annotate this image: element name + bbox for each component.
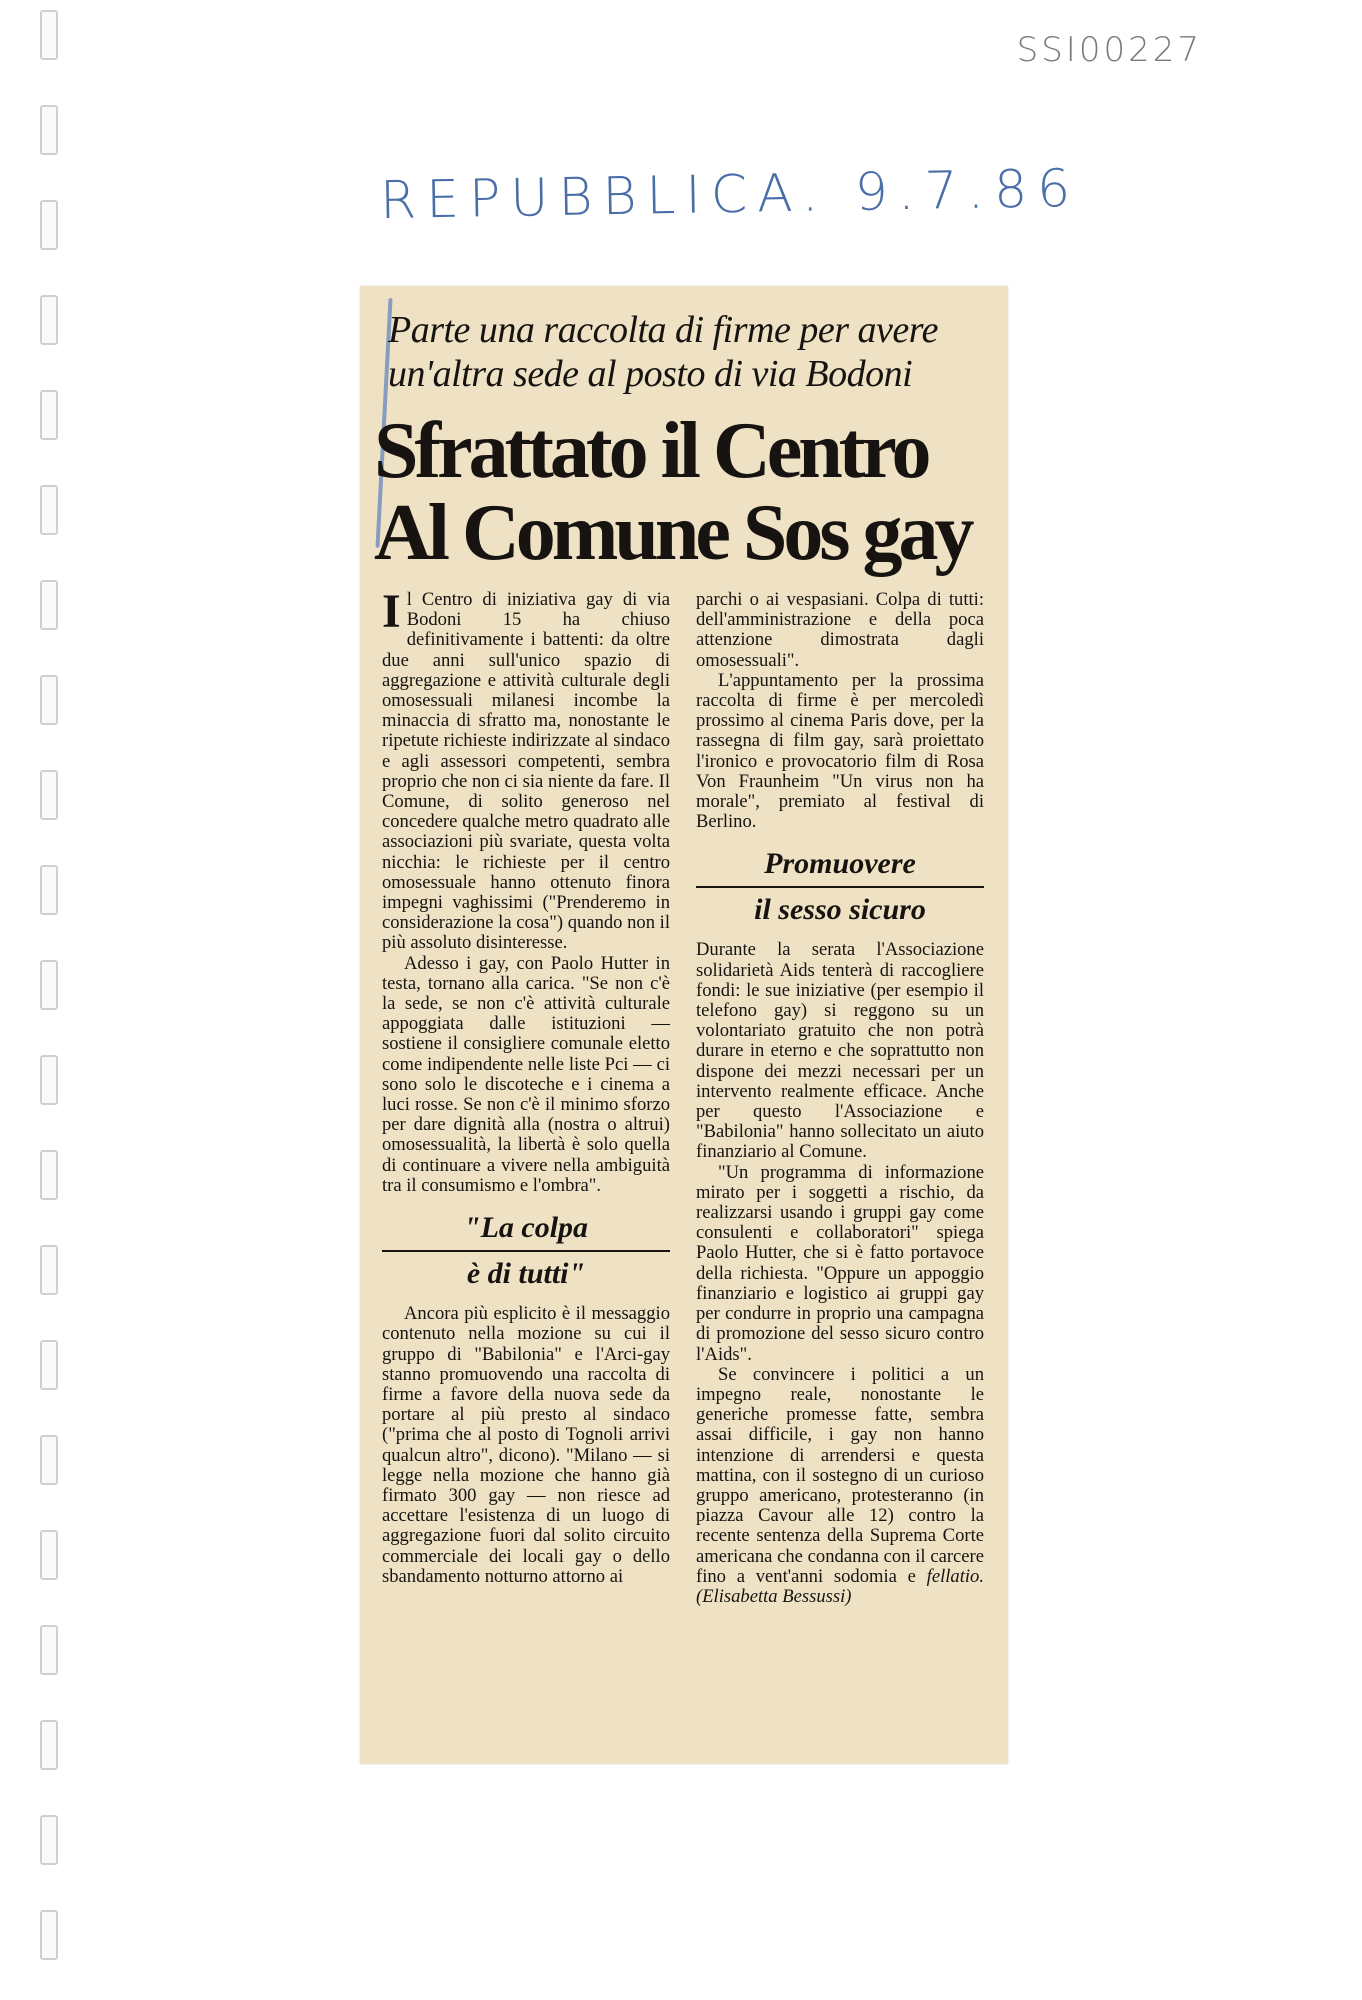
headline-line: Al Comune Sos gay bbox=[374, 489, 971, 577]
binder-hole bbox=[40, 1910, 58, 1960]
article-headline bbox=[374, 407, 1004, 577]
paragraph: "Un programma di informazione mirato per i soggetti a rischio, da realizzarsi usando i gruppi gay come consulenti e collaboratori" spiega Paolo Hutter, che si è fatto portavoce della richiesta. "Oppure un appoggio finanziario e logistico ai gruppi gay per condurre in proprio una campagna di promozione del sesso sicuro contro l'Aids". bbox=[696, 1161, 984, 1365]
binder-hole bbox=[40, 105, 58, 155]
subheading-rule bbox=[696, 886, 984, 888]
binder-hole bbox=[40, 1720, 58, 1770]
binder-hole bbox=[40, 1815, 58, 1865]
headline-line: Sfrattato il Centro bbox=[374, 407, 928, 495]
binder-hole bbox=[40, 770, 58, 820]
paragraph: Ancora più esplicito è il messaggio contenuto nella mozione su cui il gruppo di "Babilonia" e l'Arci-gay stanno promuovendo una raccolta di firme a favore della nuova sede da portare al più presto al sindaco ("prima che al posto di Tognoli arrivi qualcun altro", dicono). "Milano — si legge nella mozione che hanno già firmato 300 gay — non riesce ad accettare l'esistenza di un luogo di aggregazione fuori dal solito circuito commerciale dei locali gay o dello sbandamento notturno attorno ai bbox=[382, 1303, 670, 1587]
binder-hole bbox=[40, 1150, 58, 1200]
drop-cap: I bbox=[382, 585, 401, 638]
paragraph: Durante la serata l'Associazione solidarietà Aids tenterà di raccogliere fondi: le sue iniziative (per esempio il telefono gay) si reggono su un volontariato gratuito che non potrà durare in eterno e che soprattutto non dispone dei mezzi necessari per un intervento realmente efficace. Anche per questo l'Associazione e "Babilonia" hanno sollecitato un aiuto finanziario al Comune. bbox=[696, 939, 984, 1163]
paragraph: L'appuntamento per la prossima raccolta di firme è per mercoledì prossimo al cinema Paris dove, per la rassegna di film gay, sarà proiettato l'ironico e provocatorio film di Rosa Von Fraunheim "Un virus non ha morale", premiato al festival di Berlino. bbox=[696, 669, 984, 833]
binder-hole bbox=[40, 390, 58, 440]
binder-holes bbox=[40, 10, 60, 1990]
subheading-line: "La colpa bbox=[463, 1211, 589, 1245]
binder-hole bbox=[40, 580, 58, 630]
paragraph bbox=[382, 585, 670, 954]
italic-term: fellatio. bbox=[926, 1565, 984, 1587]
binder-hole bbox=[40, 1245, 58, 1295]
subheading-line: Promuovere bbox=[764, 847, 916, 881]
paragraph: Adesso i gay, con Paolo Hutter in testa, tornano alla carica. "Se non c'è la sede, se non c'è attività culturale appoggiata dalle istituzioni — sostiene il consigliere comunale eletto come indipendente nelle liste Pci — ci sono solo le discoteche e i cinema a luci rosse. Se non c'è il minimo sforzo per dare dignità alla (nostra o altrui) omosessualità, la libertà è solo quella di continuare a vivere nella ambiguità tra il consumismo e l'ombra". bbox=[382, 952, 670, 1196]
binder-hole bbox=[40, 295, 58, 345]
subheading-line: il sesso sicuro bbox=[754, 893, 926, 927]
binder-hole bbox=[40, 675, 58, 725]
handwritten-source-note: REPUBBLICA. 9.7.86 bbox=[379, 158, 1081, 232]
binder-hole bbox=[40, 960, 58, 1010]
paragraph: parchi o ai vespasiani. Colpa di tutti: dell'amministrazione e della poca attenzione dimostrata dagli omosessuali". bbox=[696, 589, 984, 671]
article-kicker: Parte una raccolta di firme per avere un'altra sede al posto di via Bodoni bbox=[388, 309, 938, 395]
newspaper-clipping bbox=[360, 286, 1008, 1764]
subheading bbox=[382, 1210, 670, 1292]
subheading-line: è di tutti" bbox=[466, 1257, 586, 1291]
binder-hole bbox=[40, 200, 58, 250]
article-column-left bbox=[382, 585, 670, 1587]
archive-code: SSI00227 bbox=[1016, 30, 1202, 70]
binder-hole bbox=[40, 1340, 58, 1390]
binder-hole bbox=[40, 10, 58, 60]
subheading bbox=[696, 846, 984, 928]
paragraph bbox=[696, 1365, 984, 1607]
byline: (Elisabetta Bessussi) bbox=[696, 1585, 852, 1607]
paragraph-text: Se convincere i politici a un impegno reale, nonostante le generiche promesse fatte, sembra assai difficile, i gay non hanno intenzione di arrendersi e questa mattina, con il sostegno di un curioso gruppo americano, protesteranno (in piazza Cavour alle 12) contro la recente sentenza della Suprema Corte americana che condanna con il carcere fino a vent'anni sodomia e bbox=[696, 1363, 984, 1587]
binder-hole bbox=[40, 1435, 58, 1485]
subheading-rule bbox=[382, 1250, 670, 1252]
binder-hole bbox=[40, 1530, 58, 1580]
article-column-right bbox=[696, 590, 984, 1607]
paragraph-text: l Centro di iniziativa gay di via Bodoni 15 ha chiuso definitivamente i battenti: da oltre due anni sull'unico spazio di aggregazione e attività culturale degli omosessuali milanesi incombe la minaccia di sfratto ma, nonostante le ripetute richieste indirizzate al sindaco e agli assessori competenti, sembra proprio che non ci sia niente da fare. Il Comune, di solito generoso nel concedere qualche metro quadrato alle associazioni più svariate, questa volta nicchia: le richieste per il centro omosessuale hanno ottenuto finora impegni vaghissimi ("Prenderemo in considerazione la cosa") quando non il più assoluto disinteresse. bbox=[382, 589, 670, 954]
binder-hole bbox=[40, 865, 58, 915]
binder-hole bbox=[40, 485, 58, 535]
binder-hole bbox=[40, 1625, 58, 1675]
binder-hole bbox=[40, 1055, 58, 1105]
